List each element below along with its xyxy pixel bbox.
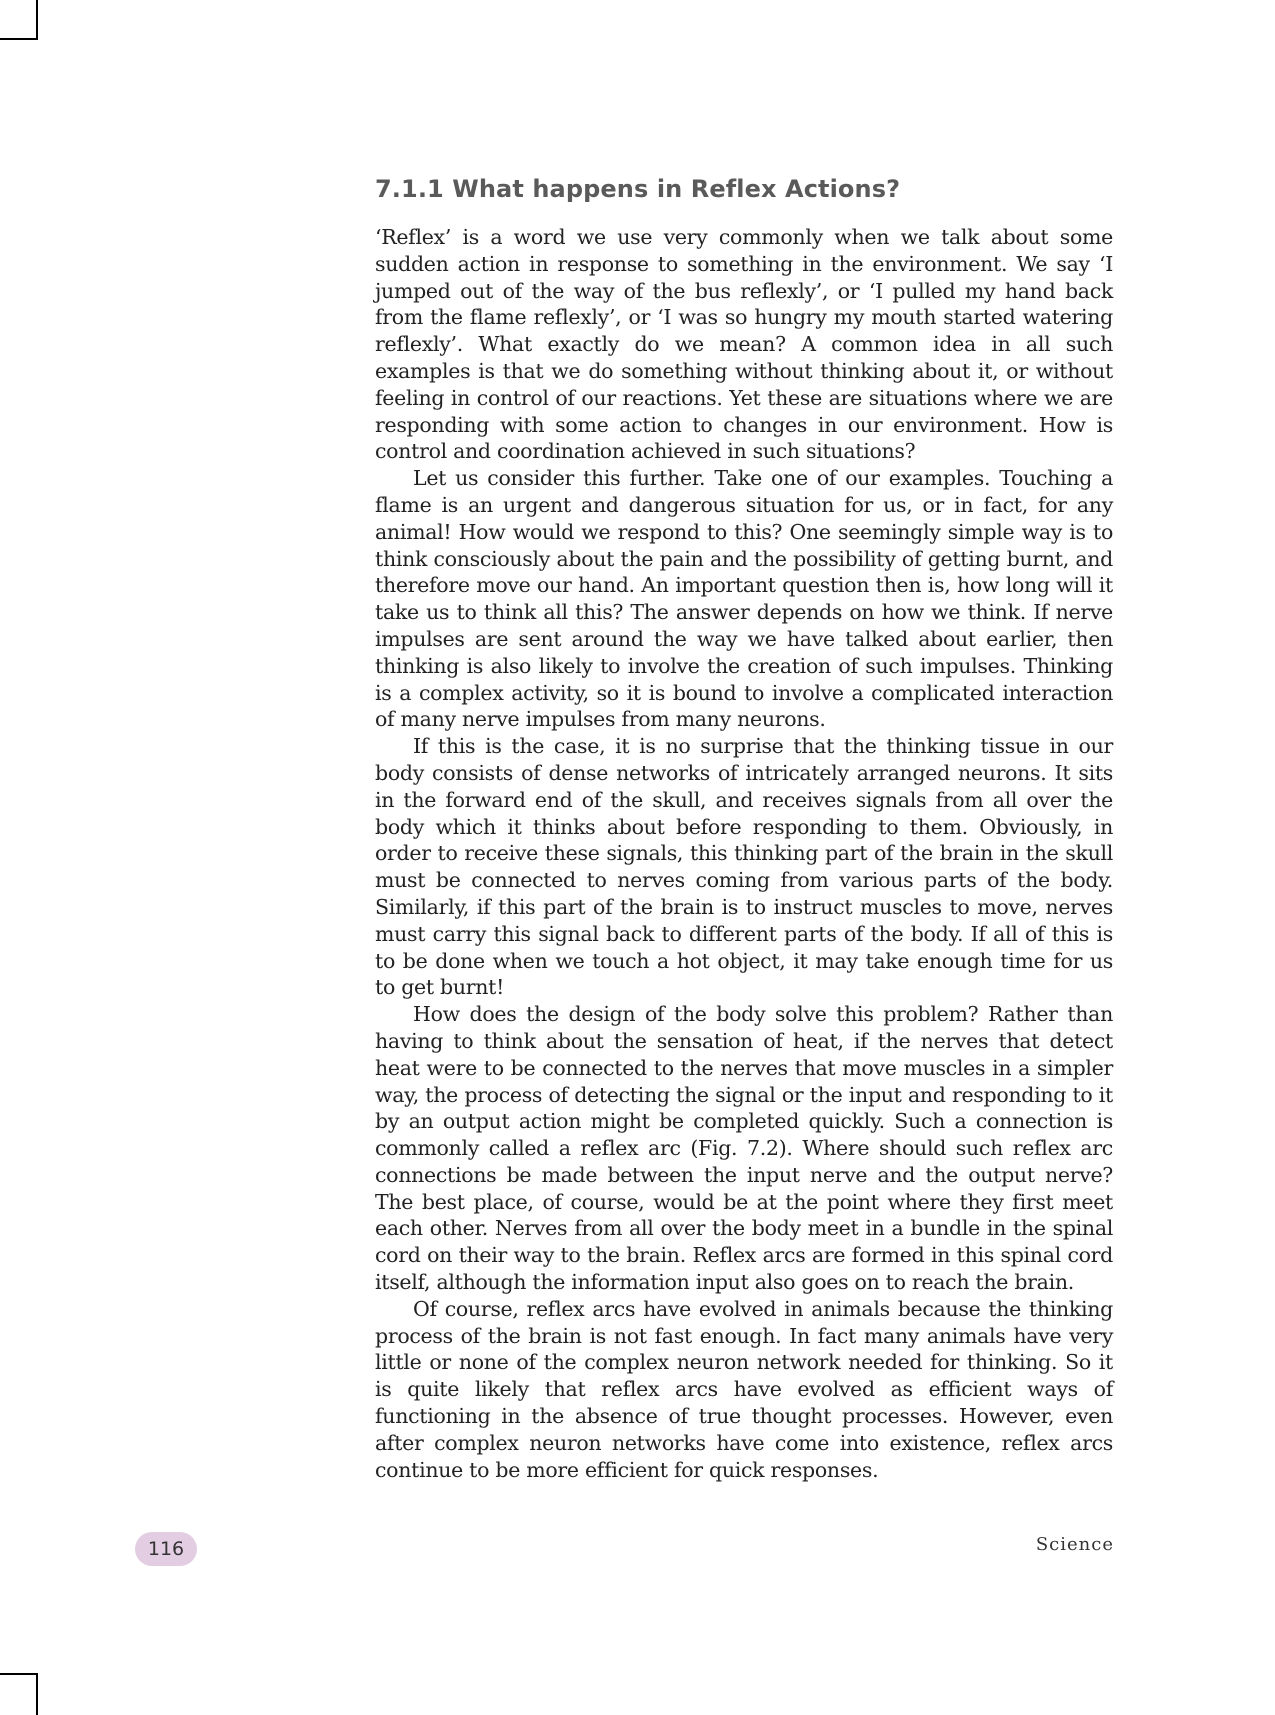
paragraph-3: If this is the case, it is no surprise that the thinking tissue in our body consists of dense networks of intricately arranged neurons. It sits in the forward end of the skull, and receives signals from all over the body which it thinks about before responding to them. Obviously, in order to receive these signals, this thinking part of the brain in the skull must be connected to nerves coming from various parts of the body. Similarly, if this part of the brain is to instruct muscles to move, nerves must carry this signal back to different parts of the body. If all of this is to be done when we touch a hot object, it may take enough time for us to get burnt!	[375, 734, 1113, 1000]
paragraph-5: Of course, reflex arcs have evolved in animals because the thinking process of the brain is not fast enough. In fact many animals have very little or none of the complex neuron network needed for thinking. So it is quite likely that reflex arcs have evolved as efficient ways of functioning in the absence of true thought processes. However, even after complex neuron networks have come into existence, reflex arcs continue to be more efficient for quick responses.	[375, 1296, 1113, 1482]
paragraph-4: How does the design of the body solve this problem? Rather than having to think about the sensation of heat, if the nerves that detect heat were to be connected to the nerves that move muscles in a simpler way, the process of detecting the signal or the input and responding to it by an output action might be completed quickly. Such a connection is commonly called a reflex arc (Fig. 7.2). Where should such reflex arc connections be made between the input nerve and the output nerve? The best place, of course, would be at the point where they first meet each other. Nerves from all over the body meet in a bundle in the spinal cord on their way to the brain. Reflex arcs are formed in this spinal cord itself, although the information input also goes on to reach the brain.	[375, 1002, 1113, 1295]
crop-mark-top	[0, 0, 38, 40]
paragraph-1: ‘Reflex’ is a word we use very commonly when we talk about some sudden action in response to something in the environment. We say ‘I jumped out of the way of the bus reflexly’, or ‘I pulled my hand back from the flame reflexly’, or ‘I was so hungry my mouth started watering reflexly’. What exactly do we mean? A common idea in all such examples is that we do something without thinking about it, or without feeling in control of our reactions. Yet these are situations where we are responding with some action to changes in our environment. How is control and coordination achieved in such situations?	[375, 225, 1113, 464]
body-text	[375, 224, 1113, 1483]
page-number-badge: 116	[135, 1532, 197, 1566]
section-title: 7.1.1 What happens in Reflex Actions?	[375, 175, 901, 203]
footer-subject: Science	[1035, 1534, 1114, 1555]
crop-mark-bottom	[0, 1673, 38, 1715]
paragraph-2: Let us consider this further. Take one of our examples. Touching a flame is an urgent and dangerous situation for us, or in fact, for any animal! How would we respond to this? One seemingly simple way is to think consciously about the pain and the possibility of getting burnt, and therefore move our hand. An important question then is, how long will it take us to think all this? The answer depends on how we think. If nerve impulses are sent around the way we have talked about earlier, then thinking is also likely to involve the creation of such impulses. Thinking is a complex activity, so it is bound to involve a complicated interaction of many nerve impulses from many neurons.	[375, 466, 1113, 732]
